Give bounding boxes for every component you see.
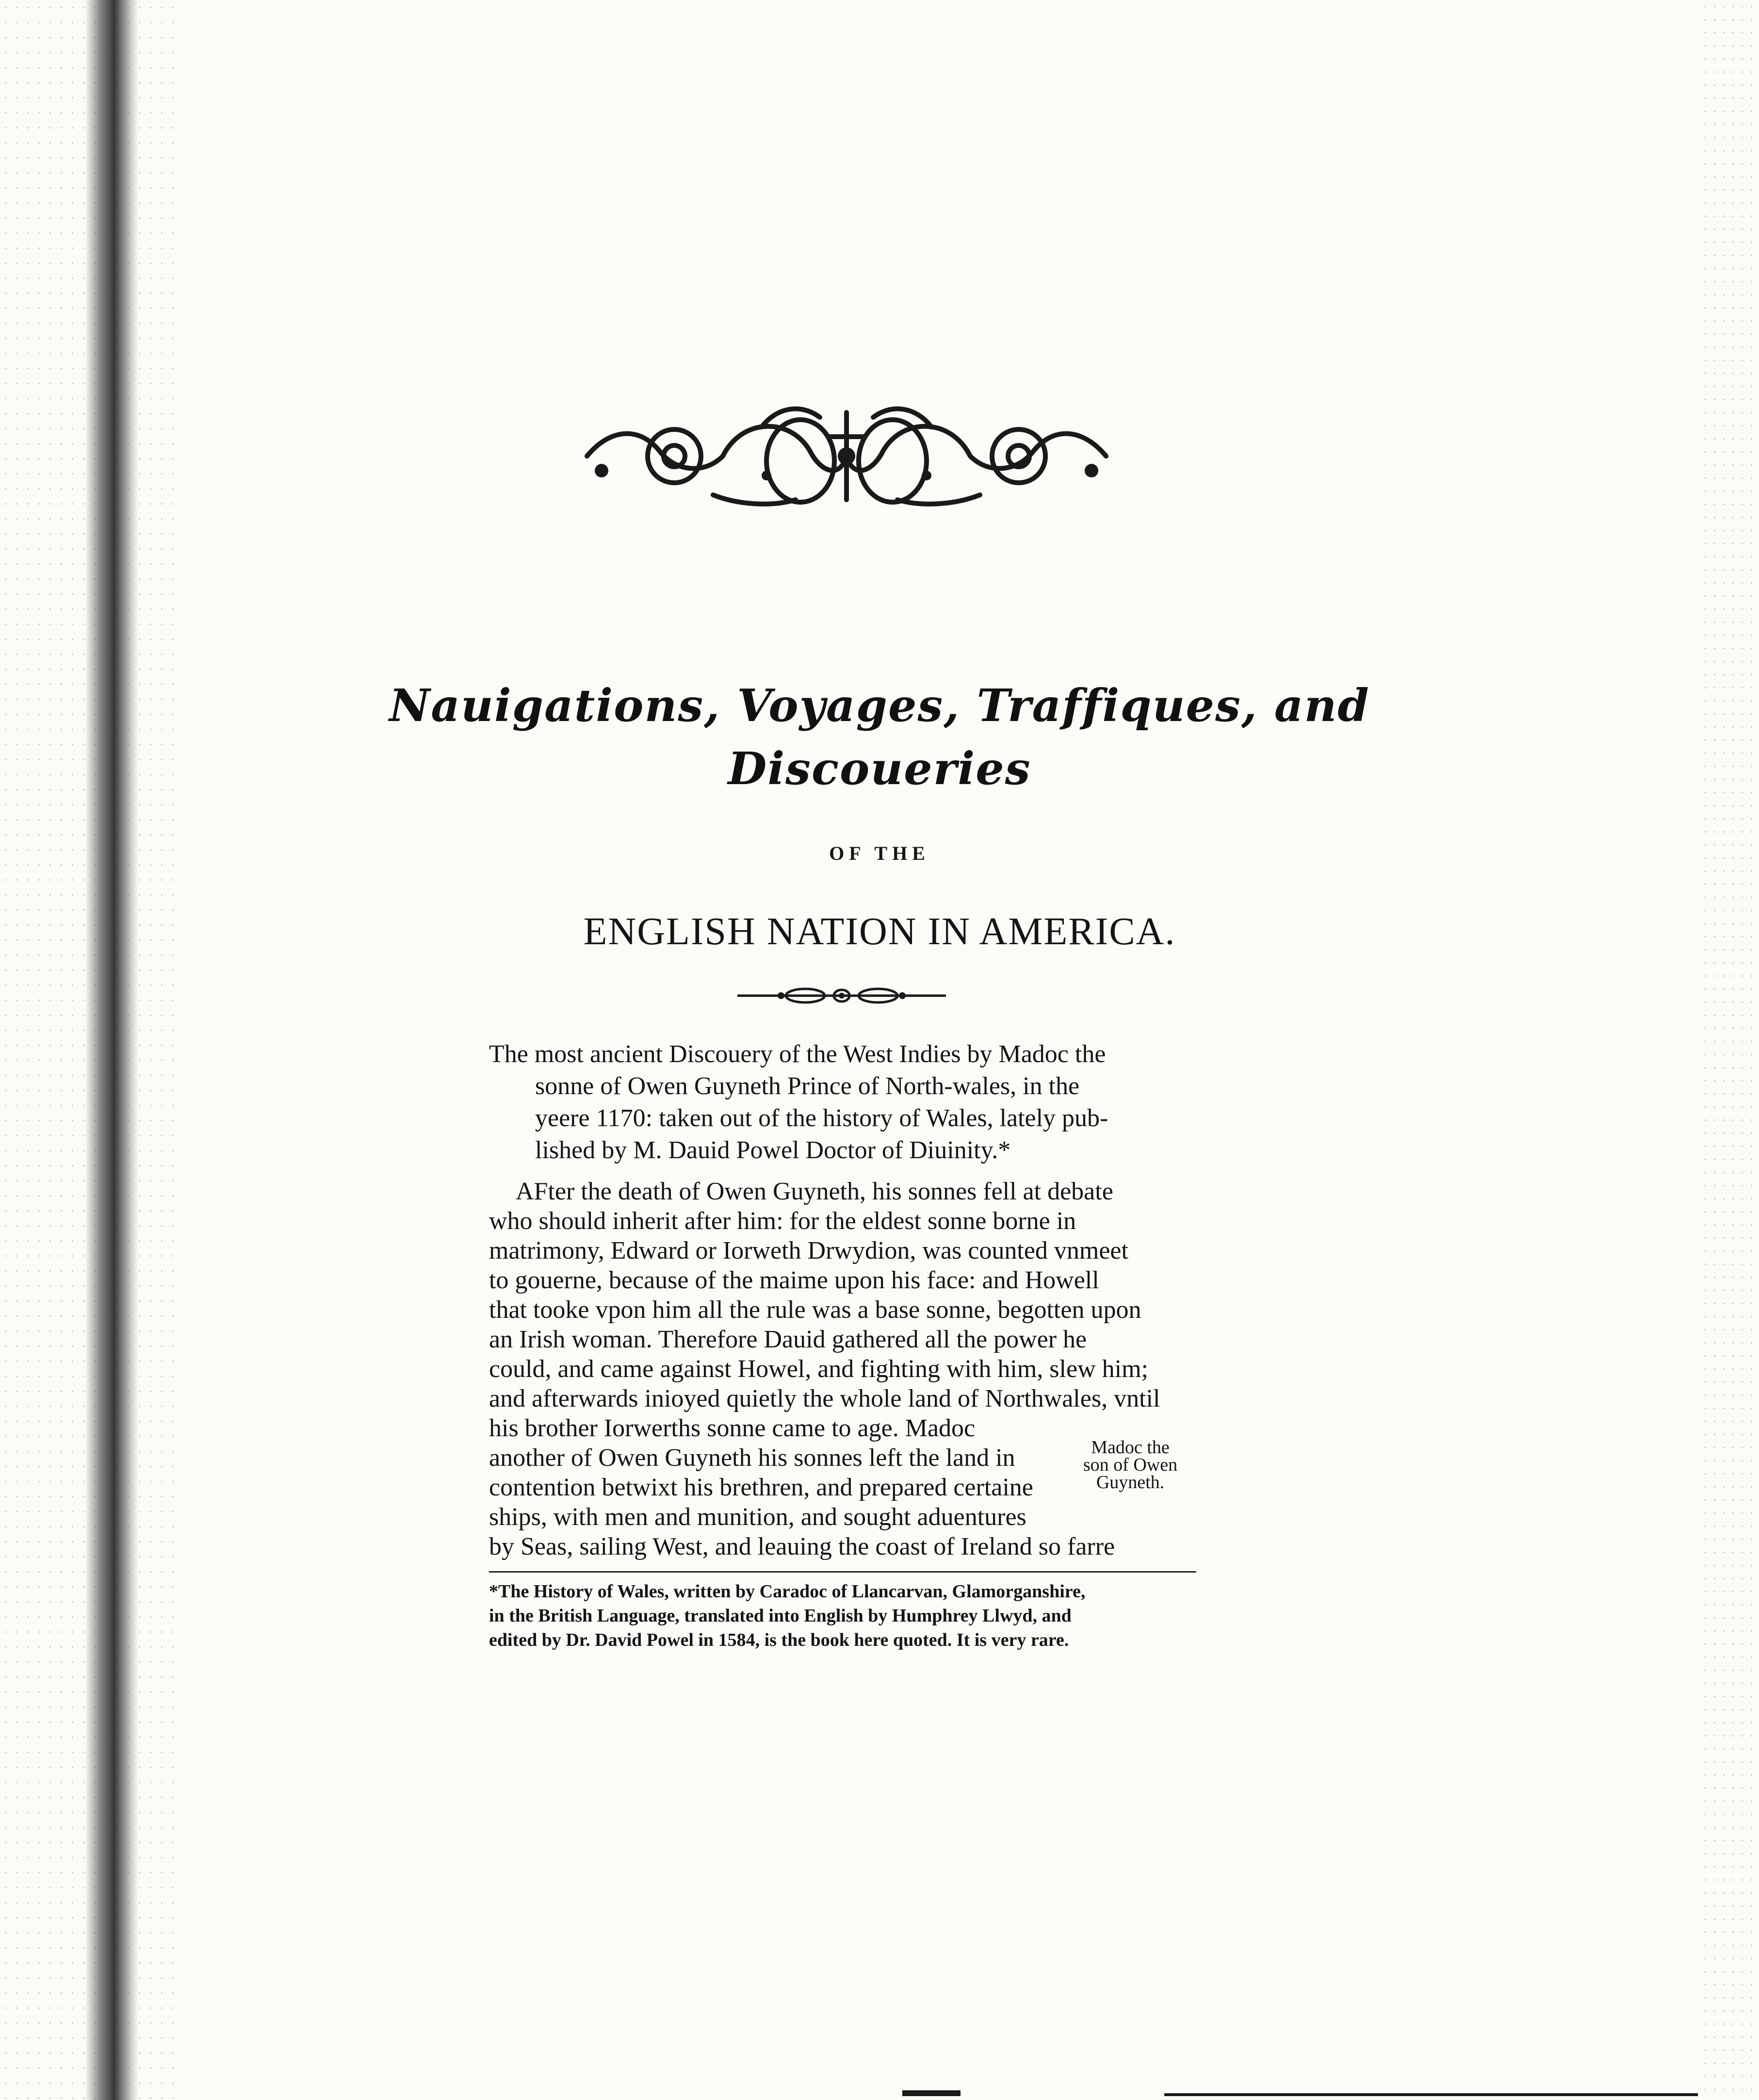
title-line-1: Nauigations, Voyages, Traffiques, and <box>389 679 1370 732</box>
body-line: another of Owen Guyneth his sonnes left the land in <box>489 1444 1015 1472</box>
body-paragraph <box>489 1177 1197 1561</box>
flourish-divider <box>737 985 946 1006</box>
intro-line: The most ancient Discouery of the West Indies by Madoc the <box>489 1040 1106 1068</box>
margin-note-line: Guyneth. <box>1096 1472 1165 1493</box>
margin-note <box>1072 1439 1189 1491</box>
footnote-line: edited by Dr. David Powel in 1584, is the book here quoted. It is very rare. <box>489 1630 1069 1650</box>
intro-line: sonne of Owen Guyneth Prince of North-wales, in the <box>535 1072 1080 1100</box>
intro-heading <box>489 1038 1197 1166</box>
body-line: contention betwixt his brethren, and prepared certaine <box>489 1474 1033 1501</box>
footnote <box>489 1579 1197 1652</box>
body-line: to gouerne, because of the maime upon his face: and Howell <box>489 1266 1099 1294</box>
binding-gutter-shadow <box>85 0 138 2100</box>
body-line: by Seas, sailing West, and leauing the coast of Ireland so farre <box>489 1533 1115 1560</box>
title-line-2: Discoueries <box>728 742 1031 795</box>
intro-line: lished by M. Dauid Powel Doctor of Diuinity.* <box>535 1136 1011 1164</box>
bottom-edge-mark <box>1164 2093 1698 2096</box>
body-line: ships, with men and munition, and sought aduentures <box>489 1503 1026 1531</box>
footnote-rule <box>489 1571 1196 1573</box>
body-line: and afterwards inioyed quietly the whole land of Northwales, vntil <box>489 1385 1160 1412</box>
right-edge-speckle <box>1701 0 1759 2100</box>
bottom-edge-mark <box>902 2090 961 2096</box>
subtitle-nation: ENGLISH NATION IN AMERICA. <box>583 910 1176 953</box>
body-line: AFter the death of Owen Guyneth, his sonnes fell at debate <box>516 1178 1113 1205</box>
footnote-line: *The History of Wales, written by Caradoc of Llancarvan, Glamorganshire, <box>489 1581 1086 1602</box>
margin-note-line: Madoc the <box>1091 1437 1170 1458</box>
body-line: could, and came against Howel, and fighting with him, slew him; <box>489 1355 1148 1383</box>
body-line: his brother Iorwerths sonne came to age. Madoc <box>489 1414 976 1442</box>
headpiece-ornament <box>568 398 1125 514</box>
body-line: matrimony, Edward or Iorweth Drwydion, was counted vnmeet <box>489 1237 1128 1264</box>
body-line: an Irish woman. Therefore Dauid gathered all the power he <box>489 1326 1087 1353</box>
margin-note-line: son of Owen <box>1083 1455 1178 1475</box>
subtitle-of-the: OF THE <box>829 842 930 864</box>
body-line: who should inherit after him: for the eldest sonne borne in <box>489 1207 1076 1235</box>
intro-line: yeere 1170: taken out of the history of Wales, lately pub- <box>535 1104 1108 1132</box>
body-line: that tooke vpon him all the rule was a base sonne, begotten upon <box>489 1296 1141 1324</box>
footnote-line: in the British Language, translated into English by Humphrey Llwyd, and <box>489 1606 1072 1626</box>
